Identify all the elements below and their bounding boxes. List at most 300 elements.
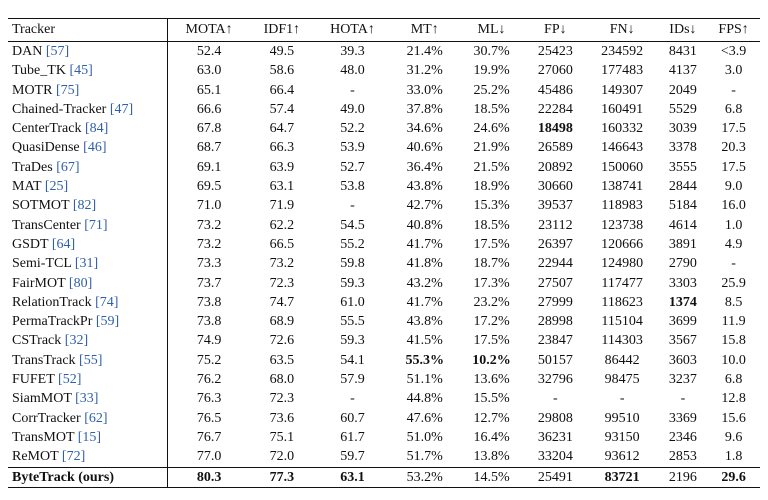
table-row (8, 409, 760, 428)
tracker-name-cell (8, 389, 168, 408)
citation-link[interactable]: [67] (56, 159, 80, 175)
column-header: FN↓ (586, 19, 659, 42)
citation-link[interactable]: [57] (45, 44, 70, 59)
metric-cell: 30660 (537, 179, 573, 195)
tracker-name: CSTrack (12, 333, 65, 349)
metric-cell: 77.3 (250, 467, 313, 487)
metric-cell: 1.8 (724, 449, 743, 465)
table-row (8, 158, 760, 177)
metric-cell: 124980 (601, 256, 644, 272)
metric-cell: 15.6 (721, 410, 746, 426)
metric-cell: 20.3 (721, 140, 746, 156)
tracker-name: TransTrack (12, 352, 80, 368)
tracker-name: PermaTrackPr (12, 314, 96, 330)
metric-cell: 3555 (668, 159, 697, 175)
metric-cell: 3699 (668, 314, 697, 330)
citation-link[interactable]: [15] (77, 429, 102, 445)
table-row (8, 351, 760, 370)
tracker-name: GSDT (12, 236, 52, 252)
metric-cell: 98475 (604, 372, 640, 388)
metric-cell: 146643 (601, 140, 644, 156)
metric-cell: 25423 (537, 44, 573, 59)
metric-cell: 59.8 (340, 256, 365, 272)
table-row (8, 61, 760, 80)
metric-cell: 53.8 (340, 179, 365, 195)
metric-cell: 62.2 (269, 217, 295, 233)
metric-cell: 51.7% (406, 449, 443, 465)
metric-cell: 10.0 (721, 352, 746, 368)
metric-cell: 41.7% (406, 236, 443, 252)
tracker-name-cell (8, 351, 168, 370)
metric-cell: 23112 (538, 217, 573, 233)
citation-link[interactable]: [74] (95, 294, 119, 310)
metric-cell: 51.0% (406, 429, 443, 445)
metric-cell: 43.2% (406, 275, 443, 291)
metric-cell: 18.5% (473, 217, 510, 233)
table-row (8, 467, 760, 487)
table-row (8, 389, 760, 408)
metric-cell: 114303 (601, 333, 643, 349)
metric-cell: 43.8% (406, 314, 443, 330)
metric-cell: 80.3 (168, 467, 251, 487)
metric-cell: 8431 (668, 44, 697, 59)
metric-cell: 76.5 (196, 410, 222, 426)
results-table (8, 18, 760, 488)
citation-link[interactable]: [72] (61, 449, 86, 465)
tracker-name-cell (8, 254, 168, 273)
tracker-name: SiamMOT (12, 391, 76, 407)
metric-cell: 43.8% (406, 179, 443, 195)
metric-cell: 48.0 (340, 63, 365, 79)
metric-cell: 58.6 (269, 63, 295, 79)
metric-cell: 54.1 (340, 352, 365, 368)
metric-cell: 123738 (601, 217, 644, 233)
metric-cell: 13.6% (473, 372, 510, 388)
metric-cell: 118623 (601, 294, 643, 310)
metric-cell: 3303 (668, 275, 697, 291)
metric-cell: 52.4 (196, 44, 222, 59)
metric-cell: 2790 (668, 256, 697, 272)
table-row (8, 331, 760, 350)
tracker-name: Tube_TK (12, 63, 70, 79)
column-header: IDs↓ (659, 19, 708, 42)
table-row (8, 293, 760, 312)
metric-cell: 3369 (668, 410, 697, 426)
citation-link[interactable]: [80] (68, 275, 93, 291)
metric-cell: 73.3 (196, 256, 222, 272)
metric-cell: 72.6 (269, 333, 295, 349)
column-header: HOTA↑ (314, 19, 392, 42)
metric-cell: 5184 (668, 198, 697, 214)
metric-cell: 63.1 (314, 467, 392, 487)
column-header: MT↑ (391, 19, 458, 42)
metric-cell: 74.7 (269, 294, 295, 310)
metric-cell: 2853 (668, 449, 697, 465)
column-header: FP↓ (525, 19, 586, 42)
metric-cell: 14.5% (458, 467, 525, 487)
metric-cell: 55.5 (340, 314, 365, 330)
metric-cell: 9.6 (724, 429, 743, 445)
metric-cell: 61.0 (340, 294, 365, 310)
metric-cell: 71.0 (196, 198, 222, 214)
metric-cell: 73.6 (269, 410, 295, 426)
metric-cell: 27999 (537, 294, 573, 310)
metric-cell: 36.4% (406, 159, 443, 175)
metric-cell: 37.8% (406, 101, 443, 117)
metric-cell: 117477 (601, 275, 643, 291)
metric-cell: 33.0% (406, 82, 443, 98)
citation-link[interactable]: [25] (44, 179, 69, 195)
metric-cell: 160332 (601, 121, 644, 137)
metric-cell: 10.2% (472, 352, 511, 368)
metric-cell: 9.0 (724, 179, 743, 195)
metric-cell: 2196 (659, 467, 708, 487)
metric-cell: 69.1 (196, 159, 222, 175)
metric-cell: - (731, 82, 736, 98)
table-row (8, 119, 760, 138)
metric-cell: 21.4% (406, 44, 443, 59)
tracker-name-cell (8, 177, 168, 196)
metric-cell: 73.2 (196, 236, 222, 252)
citation-link[interactable]: [32] (64, 333, 89, 349)
metric-cell: 25491 (525, 467, 586, 487)
citation-link[interactable]: [46] (83, 140, 107, 156)
citation-link[interactable]: [52] (58, 372, 82, 388)
metric-cell: - (350, 391, 355, 407)
metric-cell: 23847 (537, 333, 573, 349)
tracker-name: RelationTrack (12, 294, 96, 310)
metric-cell: 55.3% (405, 352, 444, 368)
metric-cell: 65.1 (196, 82, 222, 98)
metric-cell: 17.5% (473, 333, 510, 349)
metric-cell: 54.5 (340, 217, 365, 233)
metric-cell: 69.5 (196, 179, 222, 195)
tracker-name: CenterTrack (12, 121, 85, 137)
table-row (8, 235, 760, 254)
metric-cell: 23.2% (473, 294, 510, 310)
tracker-name-cell (8, 312, 168, 331)
tracker-name-cell (8, 216, 168, 235)
metric-cell: 57.4 (269, 101, 295, 117)
citation-link[interactable]: [82] (72, 198, 97, 214)
metric-cell: 150060 (601, 159, 644, 175)
metric-cell: 28998 (537, 314, 573, 330)
metric-cell: 51.1% (406, 372, 443, 388)
metric-cell: 73.2 (196, 217, 222, 233)
tracker-name-cell (8, 370, 168, 389)
citation-link[interactable]: [64] (51, 236, 76, 252)
metric-cell: 177483 (601, 63, 644, 79)
tracker-name-cell (8, 119, 168, 138)
tracker-name-cell (8, 138, 168, 157)
metric-cell: 68.0 (269, 372, 295, 388)
metric-cell: 15.3% (473, 198, 510, 214)
tracker-name-cell (8, 42, 168, 62)
metric-cell: 21.9% (473, 140, 510, 156)
metric-cell: - (350, 82, 355, 98)
column-header: ML↓ (458, 19, 525, 42)
metric-cell: 12.8 (721, 391, 746, 407)
metric-cell: 234592 (601, 44, 644, 59)
metric-cell: 3237 (668, 372, 697, 388)
table-row (8, 216, 760, 235)
metric-cell: 63.5 (269, 352, 295, 368)
metric-cell: 63.1 (269, 179, 295, 195)
metric-cell: 76.3 (196, 391, 222, 407)
citation-link[interactable]: [55] (79, 352, 103, 368)
metric-cell: 6.8 (724, 372, 743, 388)
metric-cell: 21.5% (473, 159, 510, 175)
metric-cell: - (680, 391, 686, 407)
tracker-name-cell (8, 235, 168, 254)
metric-cell: 41.5% (406, 333, 443, 349)
metric-cell: 36231 (537, 429, 573, 445)
metric-cell: 29808 (537, 410, 573, 426)
metric-cell: 71.9 (269, 198, 295, 214)
tracker-name-cell (8, 158, 168, 177)
metric-cell: 61.7 (340, 429, 365, 445)
metric-cell: 118983 (601, 198, 643, 214)
tracker-name: QuasiDense (12, 140, 84, 156)
metric-cell: 52.7 (340, 159, 365, 175)
metric-cell: 73.7 (196, 275, 222, 291)
metric-cell: 22944 (537, 256, 573, 272)
metric-cell: 6.8 (724, 101, 743, 117)
metric-cell: 73.2 (269, 256, 295, 272)
tracker-name: Chained-Tracker (12, 101, 110, 117)
metric-cell: 115104 (601, 314, 643, 330)
tracker-name: ByteTrack (ours) (12, 469, 114, 485)
metric-cell: 17.5 (721, 159, 746, 175)
metric-cell: 17.5% (473, 236, 510, 252)
metric-cell: 138741 (601, 179, 644, 195)
metric-cell: 13.8% (473, 449, 510, 465)
column-header: MOTA↑ (168, 19, 251, 42)
table-row (8, 370, 760, 389)
metric-cell: 22284 (537, 101, 573, 117)
metric-cell: 18.7% (473, 256, 510, 272)
table-row (8, 177, 760, 196)
metric-cell: 8.5 (724, 294, 743, 310)
metric-cell: 25.2% (473, 82, 510, 98)
table-row (8, 196, 760, 215)
tracker-name-cell (8, 447, 168, 467)
tracker-name: FUFET (12, 372, 59, 388)
metric-cell: 68.7 (196, 140, 222, 156)
tracker-name: CorrTracker (12, 410, 85, 426)
metric-cell: 26397 (537, 236, 573, 252)
tracker-name: SOTMOT (12, 198, 73, 214)
metric-cell: 39537 (537, 198, 573, 214)
tracker-name-cell (8, 428, 168, 447)
metric-cell: 68.9 (269, 314, 295, 330)
metric-cell: 31.2% (406, 63, 443, 79)
metric-cell: 2346 (668, 429, 697, 445)
metric-cell: - (350, 198, 355, 214)
metric-cell: - (731, 256, 736, 272)
tracker-name: Semi-TCL (12, 256, 75, 272)
metric-cell: 40.6% (406, 140, 443, 156)
table-row (8, 312, 760, 331)
metric-cell: 93150 (604, 429, 640, 445)
table-row (8, 428, 760, 447)
citation-link[interactable]: [45] (69, 63, 93, 79)
tracker-name-cell (8, 61, 168, 80)
metric-cell: - (553, 391, 558, 407)
metric-cell: 26589 (537, 140, 573, 156)
metric-cell: 52.2 (340, 121, 365, 137)
metric-cell: 15.5% (473, 391, 510, 407)
metric-cell: 42.7% (406, 198, 443, 214)
metric-cell: 53.9 (340, 140, 365, 156)
citation-link[interactable]: [31] (74, 256, 99, 272)
tracker-name: DAN (12, 44, 46, 59)
metric-cell: 27060 (537, 63, 573, 79)
table-row (8, 138, 760, 157)
metric-cell: 66.3 (269, 140, 295, 156)
citation-link[interactable]: [75] (55, 82, 80, 98)
metric-cell: 59.3 (340, 333, 365, 349)
metric-cell: 3891 (668, 236, 697, 252)
tracker-name: ReMOT (12, 449, 62, 465)
tracker-name-cell (8, 293, 168, 312)
metric-cell: 30.7% (473, 44, 510, 59)
metric-cell: - (619, 391, 625, 407)
metric-cell: 16.0 (721, 198, 746, 214)
metric-cell: 93612 (604, 449, 640, 465)
metric-cell: 64.7 (269, 121, 295, 137)
metric-cell: 17.2% (473, 314, 510, 330)
citation-link[interactable]: [59] (95, 314, 120, 330)
metric-cell: 11.9 (721, 314, 746, 330)
citation-link[interactable]: [71] (84, 217, 108, 233)
table-row (8, 274, 760, 293)
metric-cell: 34.6% (406, 121, 443, 137)
metric-cell: 1374 (668, 294, 697, 310)
metric-cell: 40.8% (406, 217, 443, 233)
metric-cell: 76.7 (196, 429, 222, 445)
metric-cell: 15.8 (721, 333, 746, 349)
table-row (8, 447, 760, 467)
metric-cell: 29.6 (707, 467, 760, 487)
tracker-name-cell (8, 81, 168, 100)
metric-cell: 73.8 (196, 314, 222, 330)
metric-cell: 5529 (668, 101, 697, 117)
metric-cell: 4614 (668, 217, 697, 233)
metric-cell: 39.3 (340, 44, 365, 59)
metric-cell: 60.7 (340, 410, 365, 426)
table-row (8, 81, 760, 100)
metric-cell: 41.7% (406, 294, 443, 310)
tracker-name-cell (8, 331, 168, 350)
metric-cell: 57.9 (340, 372, 365, 388)
metric-cell: 49.0 (340, 101, 365, 117)
citation-link[interactable]: [84] (84, 121, 109, 137)
metric-cell: 3378 (668, 140, 697, 156)
tracker-name-cell (8, 274, 168, 293)
metric-cell: 45486 (537, 82, 573, 98)
metric-cell: 72.3 (269, 275, 295, 291)
metric-cell: 2049 (668, 82, 697, 98)
citation-link[interactable]: [62] (84, 410, 108, 426)
metric-cell: 25.9 (721, 275, 746, 291)
metric-cell: 17.5 (721, 121, 746, 137)
metric-cell: 4137 (668, 63, 697, 79)
metric-cell: 73.8 (196, 294, 222, 310)
metric-cell: 75.2 (196, 352, 222, 368)
metric-cell: 66.4 (269, 82, 295, 98)
metric-cell: 18.9% (473, 179, 510, 195)
table-row (8, 100, 760, 119)
metric-cell: 99510 (604, 410, 640, 426)
metric-cell: 63.0 (196, 63, 222, 79)
metric-cell: 72.3 (269, 391, 295, 407)
metric-cell: 3039 (668, 121, 697, 137)
metric-cell: 77.0 (196, 449, 222, 465)
metric-cell: 27507 (537, 275, 573, 291)
metric-cell: 55.2 (340, 236, 365, 252)
tracker-name-cell (8, 100, 168, 119)
metric-cell: 59.3 (340, 275, 365, 291)
metric-cell: <3.9 (720, 44, 747, 59)
tracker-name: MOTR (12, 82, 56, 98)
tracker-name-cell (8, 467, 168, 487)
tracker-name: TransCenter (12, 217, 85, 233)
metric-cell: 41.8% (406, 256, 443, 272)
metric-cell: 63.9 (269, 159, 295, 175)
metric-cell: 4.9 (724, 236, 743, 252)
table-header-row (8, 19, 760, 42)
metric-cell: 18.5% (473, 101, 510, 117)
citation-link[interactable]: [33] (75, 391, 99, 407)
metric-cell: 2844 (668, 179, 697, 195)
metric-cell: 1.0 (724, 217, 743, 233)
column-header: Tracker (8, 19, 168, 42)
tracker-name-cell (8, 409, 168, 428)
metric-cell: 83721 (586, 467, 659, 487)
metric-cell: 66.5 (269, 236, 295, 252)
metric-cell: 3603 (668, 352, 697, 368)
metric-cell: 44.8% (406, 391, 443, 407)
citation-link[interactable]: [47] (109, 101, 134, 117)
metric-cell: 47.6% (406, 410, 443, 426)
metric-cell: 50157 (537, 352, 573, 368)
metric-cell: 16.4% (473, 429, 510, 445)
table-row (8, 254, 760, 273)
metric-cell: 33204 (537, 449, 573, 465)
metric-cell: 149307 (601, 82, 644, 98)
column-header: IDF1↑ (250, 19, 313, 42)
metric-cell: 74.9 (196, 333, 222, 349)
metric-cell: 49.5 (269, 44, 295, 59)
metric-cell: 76.2 (196, 372, 222, 388)
tracker-name: TransMOT (12, 429, 78, 445)
column-header: FPS↑ (707, 19, 760, 42)
metric-cell: 160491 (601, 101, 644, 117)
metric-cell: 32796 (537, 372, 573, 388)
table-body (8, 42, 760, 488)
metric-cell: 24.6% (473, 121, 510, 137)
metric-cell: 75.1 (269, 429, 295, 445)
table-row (8, 42, 760, 62)
metric-cell: 20892 (537, 159, 573, 175)
metric-cell: 3.0 (724, 63, 743, 79)
metric-cell: 19.9% (473, 63, 510, 79)
metric-cell: 3567 (668, 333, 697, 349)
tracker-name: MAT (12, 179, 45, 195)
metric-cell: 53.2% (391, 467, 458, 487)
tracker-name: TraDes (12, 159, 57, 175)
